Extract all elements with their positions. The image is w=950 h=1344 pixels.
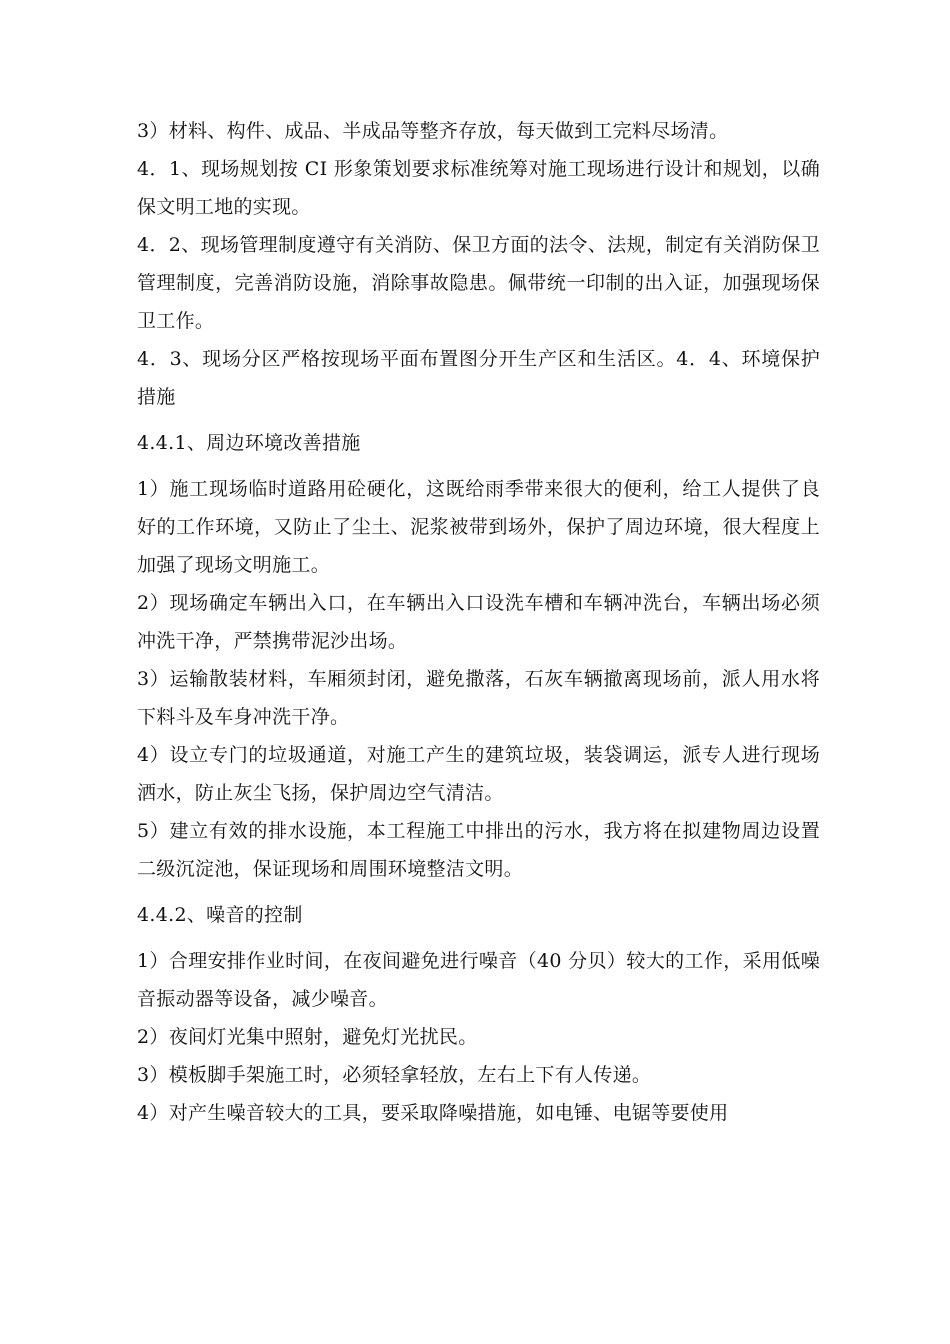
paragraph: 5）建立有效的排水设施，本工程施工中排出的污水，我方将在拟建物周边设置二级沉淀池，保证现场和周围环境整洁文明。 [137,820,820,880]
document-page [137,112,820,1132]
paragraph: 1）合理安排作业时间，在夜间避免进行噪音（40 分贝）较大的工作，采用低噪音振动器等设备，减少噪音。 [137,950,820,1010]
paragraph: 2）夜间灯光集中照射，避免灯光扰民。 [137,1026,478,1048]
paragraph: 4）对产生噪音较大的工具，要采取降噪措施，如电锤、电锯等要使用 [137,1102,729,1124]
section-heading: 4.4.2、噪音的控制 [137,904,303,926]
section-heading: 4.4.1、周边环境改善措施 [137,432,361,454]
paragraph: 2）现场确定车辆出入口，在车辆出入口设洗车槽和车辆冲洗台，车辆出场必须冲洗干净，严禁携带泥沙出场。 [137,592,820,652]
paragraph: 4）设立专门的垃圾通道，对施工产生的建筑垃圾，装袋调运，派专人进行现场洒水，防止灰尘飞扬，保护周边空气清洁。 [137,744,820,804]
paragraph: 3）材料、构件、成品、半成品等整齐存放，每天做到工完料尽场清。 [137,120,729,142]
paragraph: 4．2、现场管理制度遵守有关消防、保卫方面的法令、法规，制定有关消防保卫管理制度，完善消防设施，消除事故隐患。佩带统一印制的出入证，加强现场保卫工作。 [137,234,820,332]
paragraph: 1）施工现场临时道路用砼硬化，这既给雨季带来很大的便利，给工人提供了良好的工作环境，又防止了尘土、泥浆被带到场外，保护了周边环境，很大程度上加强了现场文明施工。 [137,478,820,576]
paragraph: 3）模板脚手架施工时，必须轻拿轻放，左右上下有人传递。 [137,1064,652,1086]
paragraph: 4．3、现场分区严格按现场平面布置图分开生产区和生活区。4．4、环境保护措施 [137,348,820,408]
paragraph: 4．1、现场规划按 CI 形象策划要求标准统筹对施工现场进行设计和规划，以确保文明工地的实现。 [137,158,820,218]
paragraph: 3）运输散装材料，车厢须封闭，避免撒落，石灰车辆撤离现场前，派人用水将下料斗及车身冲洗干净。 [137,668,820,728]
